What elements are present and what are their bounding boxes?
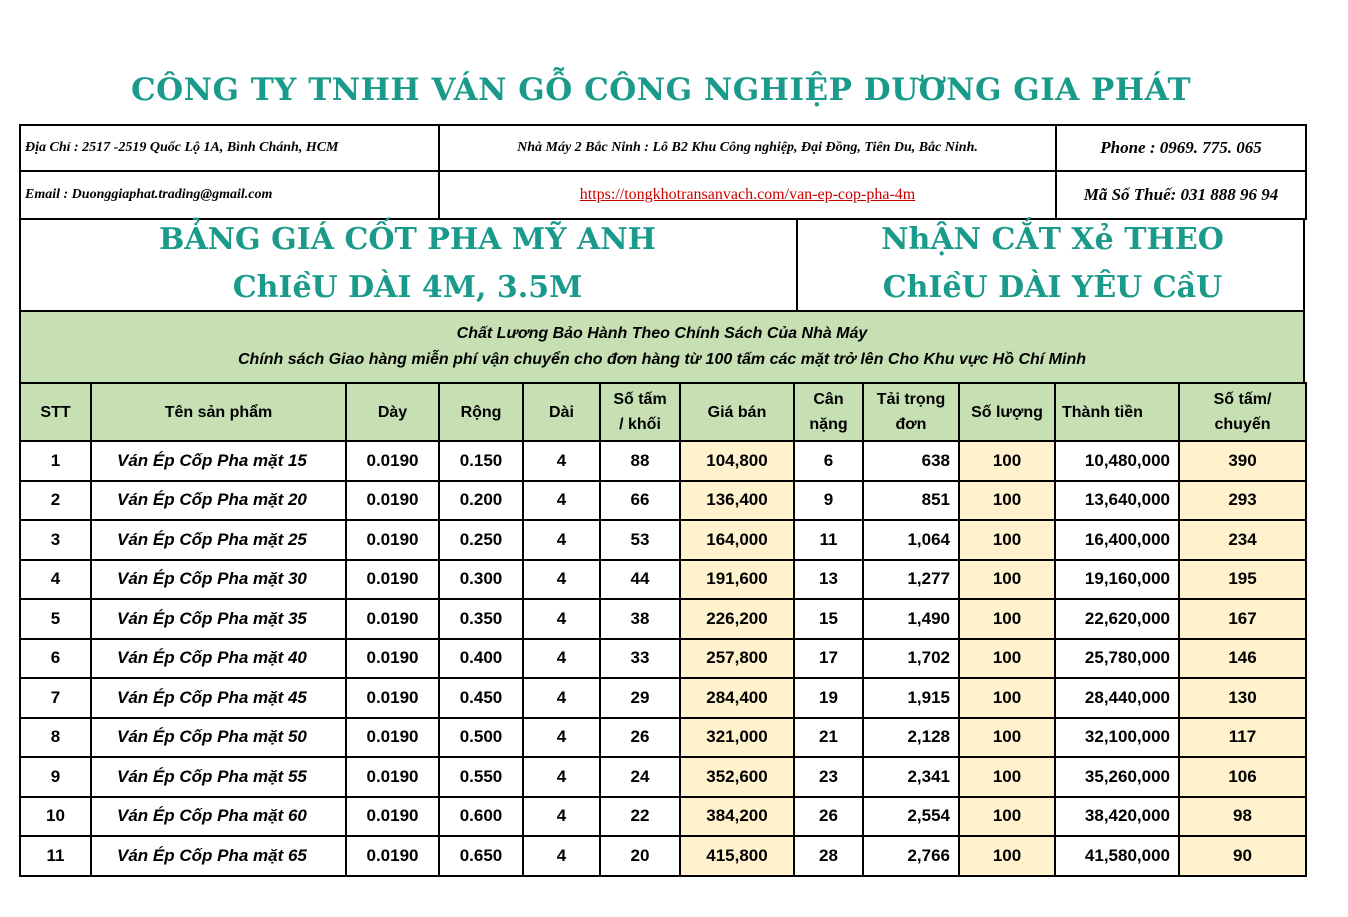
table-row [20,797,1306,837]
cell-length: 4 [523,639,600,679]
cell-weight: 19 [794,678,863,718]
cell-per-block: 26 [600,718,680,758]
cell-width: 0.150 [439,441,523,481]
cell-stt: 4 [20,560,91,600]
cell-stt: 5 [20,599,91,639]
header-total: Thành tiền [1055,383,1179,441]
cell-per-trip: 390 [1179,441,1306,481]
cell-total: 16,400,000 [1055,520,1179,560]
address-cell: Địa Chỉ : 2517 -2519 Quốc Lộ 1A, Bình Chánh, HCM [20,125,439,171]
cell-per-block: 20 [600,836,680,876]
header-per-block [600,383,680,441]
cell-weight: 9 [794,481,863,521]
cell-name: Ván Ép Cốp Pha mặt 50 [91,718,346,758]
cell-load: 2,554 [863,797,959,837]
cell-weight: 11 [794,520,863,560]
cell-weight: 21 [794,718,863,758]
header-weight [794,383,863,441]
cell-length: 4 [523,599,600,639]
header-load-line2: đơn [895,416,927,433]
cell-stt: 7 [20,678,91,718]
cell-thickness: 0.0190 [346,481,439,521]
cell-qty: 100 [959,520,1055,560]
cell-length: 4 [523,560,600,600]
shipping-notice: Chính sách Giao hàng miễn phí vận chuyển cho đơn hàng từ 100 tấm các mặt trở lên Cho Khu vực Hồ Chí Minh [238,351,1086,368]
cell-qty: 100 [959,441,1055,481]
cell-length: 4 [523,757,600,797]
cell-per-block: 44 [600,560,680,600]
cell-per-block: 38 [600,599,680,639]
email-cell: Email : Duonggiaphat.trading@gmail.com [20,171,439,219]
cell-stt: 9 [20,757,91,797]
cell-thickness: 0.0190 [346,836,439,876]
cell-stt: 2 [20,481,91,521]
cell-total: 22,620,000 [1055,599,1179,639]
table-row [20,639,1306,679]
cell-price: 164,000 [680,520,794,560]
cell-width: 0.350 [439,599,523,639]
cell-price: 352,600 [680,757,794,797]
price-list-title [21,218,794,310]
header-load-line1: Tải trọng [876,391,946,408]
cell-qty: 100 [959,718,1055,758]
cell-per-trip: 146 [1179,639,1306,679]
cell-price: 191,600 [680,560,794,600]
cell-per-block: 88 [600,441,680,481]
cell-stt: 8 [20,718,91,758]
cell-length: 4 [523,718,600,758]
table-row [20,560,1306,600]
website-cell [439,171,1056,219]
cell-qty: 100 [959,757,1055,797]
cell-length: 4 [523,481,600,521]
custom-cut-title-line1: NhẬN CẮT Xẻ THEO [881,222,1224,257]
cell-width: 0.450 [439,678,523,718]
cell-name: Ván Ép Cốp Pha mặt 55 [91,757,346,797]
cell-price: 226,200 [680,599,794,639]
custom-cut-title-line2: ChIềU DÀI YÊU CầU [882,270,1223,305]
cell-width: 0.550 [439,757,523,797]
cell-weight: 6 [794,441,863,481]
cell-per-block: 22 [600,797,680,837]
cell-qty: 100 [959,560,1055,600]
header-per-trip-line2: chuyến [1214,416,1271,433]
cell-price: 284,400 [680,678,794,718]
cell-length: 4 [523,678,600,718]
cell-name: Ván Ép Cốp Pha mặt 35 [91,599,346,639]
cell-stt: 6 [20,639,91,679]
cell-name: Ván Ép Cốp Pha mặt 15 [91,441,346,481]
header-per-block-line2: / khối [619,416,661,433]
cell-width: 0.600 [439,797,523,837]
cell-stt: 3 [20,520,91,560]
header-width: Rộng [439,383,523,441]
cell-total: 38,420,000 [1055,797,1179,837]
cell-per-block: 24 [600,757,680,797]
cell-thickness: 0.0190 [346,797,439,837]
cell-load: 2,766 [863,836,959,876]
cell-stt: 11 [20,836,91,876]
cell-per-trip: 234 [1179,520,1306,560]
cell-qty: 100 [959,639,1055,679]
header-name: Tên sản phẩm [91,383,346,441]
cell-price: 321,000 [680,718,794,758]
header-weight-line1: Cân [813,391,844,408]
contact-info-table [19,124,1307,220]
cell-load: 1,702 [863,639,959,679]
cell-qty: 100 [959,599,1055,639]
header-stt: STT [20,383,91,441]
cell-total: 13,640,000 [1055,481,1179,521]
cell-total: 35,260,000 [1055,757,1179,797]
cell-width: 0.400 [439,639,523,679]
cell-name: Ván Ép Cốp Pha mặt 65 [91,836,346,876]
cell-thickness: 0.0190 [346,599,439,639]
cell-per-block: 33 [600,639,680,679]
table-header-row [20,383,1306,441]
website-link[interactable]: https://tongkhotransanvach.com/van-ep-cop-pha-4m [579,186,916,203]
company-name: CÔNG TY TNHH VÁN GỖ CÔNG NGHIỆP DƯƠNG GIA PHÁT [130,72,1192,108]
cell-load: 1,915 [863,678,959,718]
cell-price: 104,800 [680,441,794,481]
cell-thickness: 0.0190 [346,718,439,758]
cell-per-trip: 167 [1179,599,1306,639]
cell-total: 10,480,000 [1055,441,1179,481]
cell-qty: 100 [959,797,1055,837]
custom-cut-title [796,218,1307,310]
cell-per-trip: 130 [1179,678,1306,718]
cell-qty: 100 [959,836,1055,876]
policy-notice [19,312,1305,382]
cell-length: 4 [523,520,600,560]
header-per-trip-line1: Số tấm/ [1213,391,1272,408]
price-list-title-line1: BẢNG GIÁ CỐT PHA MỸ ANH [158,222,656,257]
cell-thickness: 0.0190 [346,678,439,718]
header-thickness: Dày [346,383,439,441]
header-per-block-line1: Số tấm [613,391,667,408]
cell-width: 0.200 [439,481,523,521]
cell-load: 2,341 [863,757,959,797]
cell-per-trip: 293 [1179,481,1306,521]
header-per-trip [1179,383,1306,441]
cell-total: 25,780,000 [1055,639,1179,679]
cell-per-block: 66 [600,481,680,521]
cell-total: 28,440,000 [1055,678,1179,718]
tax-code-cell: Mã Số Thuế: 031 888 96 94 [1056,171,1306,219]
warranty-notice: Chất Lương Bảo Hành Theo Chính Sách Của Nhà Máy [456,325,868,342]
cell-total: 32,100,000 [1055,718,1179,758]
cell-weight: 15 [794,599,863,639]
cell-name: Ván Ép Cốp Pha mặt 25 [91,520,346,560]
header-qty: Số lượng [959,383,1055,441]
table-row [20,441,1306,481]
cell-stt: 1 [20,441,91,481]
cell-width: 0.650 [439,836,523,876]
price-table [19,382,1307,877]
cell-load: 851 [863,481,959,521]
cell-thickness: 0.0190 [346,639,439,679]
header-load [863,383,959,441]
cell-qty: 100 [959,481,1055,521]
cell-length: 4 [523,441,600,481]
cell-total: 41,580,000 [1055,836,1179,876]
cell-price: 136,400 [680,481,794,521]
factory-cell: Nhà Máy 2 Bắc Ninh : Lô B2 Khu Công nghiệp, Đại Đồng, Tiên Du, Bắc Ninh. [439,125,1056,171]
cell-width: 0.500 [439,718,523,758]
cell-weight: 13 [794,560,863,600]
cell-per-trip: 117 [1179,718,1306,758]
header-length: Dài [523,383,600,441]
table-row [20,718,1306,758]
table-row [20,836,1306,876]
cell-per-trip: 106 [1179,757,1306,797]
cell-load: 1,490 [863,599,959,639]
title-banner [19,218,1305,312]
cell-thickness: 0.0190 [346,757,439,797]
cell-per-block: 29 [600,678,680,718]
cell-weight: 26 [794,797,863,837]
cell-name: Ván Ép Cốp Pha mặt 45 [91,678,346,718]
header-weight-line2: nặng [809,416,848,433]
cell-total: 19,160,000 [1055,560,1179,600]
cell-name: Ván Ép Cốp Pha mặt 60 [91,797,346,837]
cell-weight: 17 [794,639,863,679]
cell-per-trip: 195 [1179,560,1306,600]
table-row [20,520,1306,560]
table-row [20,678,1306,718]
cell-thickness: 0.0190 [346,520,439,560]
cell-price: 415,800 [680,836,794,876]
cell-thickness: 0.0190 [346,560,439,600]
cell-per-block: 53 [600,520,680,560]
table-row [20,481,1306,521]
price-list-title-line2: ChIềU DÀI 4M, 3.5M [232,270,583,305]
phone-cell: Phone : 0969. 775. 065 [1056,125,1306,171]
cell-width: 0.250 [439,520,523,560]
cell-name: Ván Ép Cốp Pha mặt 40 [91,639,346,679]
cell-load: 638 [863,441,959,481]
cell-load: 1,277 [863,560,959,600]
cell-width: 0.300 [439,560,523,600]
cell-name: Ván Ép Cốp Pha mặt 30 [91,560,346,600]
cell-price: 384,200 [680,797,794,837]
cell-stt: 10 [20,797,91,837]
cell-per-trip: 90 [1179,836,1306,876]
cell-price: 257,800 [680,639,794,679]
cell-weight: 23 [794,757,863,797]
cell-per-trip: 98 [1179,797,1306,837]
cell-name: Ván Ép Cốp Pha mặt 20 [91,481,346,521]
table-row [20,757,1306,797]
cell-load: 2,128 [863,718,959,758]
header-price: Giá bán [680,383,794,441]
cell-weight: 28 [794,836,863,876]
cell-qty: 100 [959,678,1055,718]
cell-thickness: 0.0190 [346,441,439,481]
cell-length: 4 [523,797,600,837]
cell-length: 4 [523,836,600,876]
cell-load: 1,064 [863,520,959,560]
table-row [20,599,1306,639]
